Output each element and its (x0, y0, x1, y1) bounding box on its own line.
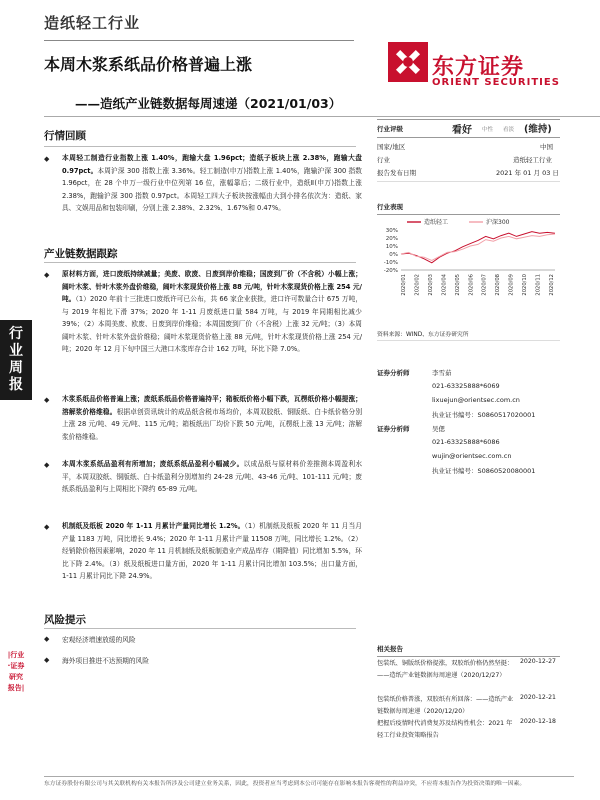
related-report-item[interactable]: 包装纸价格普涨，双胶纸有所回落：——造纸产业链数据每周速递（2020/12/20） (377, 696, 514, 715)
risk-item-2: 海外项目推进不达预期的风险 (62, 657, 149, 665)
bullet-icon: ◆ (44, 396, 50, 404)
section-heading-chain: 产业链数据跟踪 (44, 248, 118, 260)
section-heading-risk: 风险提示 (44, 614, 86, 626)
review-text: 本周沪深 300 指数上涨 3.36%。轻工制造(申万)指数上涨 1.40%，跑输沪深 300 指数 1.96pct，在 28 个申万一级行业中位列第 16 位，涨幅靠后；二级行业中，造纸Ⅱ(申万)指数上涨 2.38%，跑输沪深 300 指数 0.97pct。本周轻工四大子板块按涨幅由大到小排名依次为：造纸、家具、文娱用品和包装印刷，分别上涨 2.38%、2.32%、1.67%和 0.47%。 (62, 166, 362, 212)
rating-row-key: 国家/地区 (377, 143, 406, 151)
rating-row-value: 造纸轻工行业 (513, 156, 552, 164)
rating-rule-top (377, 119, 560, 120)
x-tick-label: 2020/11 (535, 274, 542, 296)
bullet-icon: ◆ (44, 635, 50, 643)
bullet-icon: ◆ (44, 656, 50, 664)
chain-paragraph-1 (62, 268, 362, 356)
x-tick-label: 2020/05 (454, 274, 461, 296)
x-tick-label: 2020/03 (427, 274, 434, 296)
industry-label: 造纸轻工行业 (44, 14, 141, 32)
analyst-role: 证券分析师 (377, 369, 410, 377)
review-bold: 本周轻工制造行业指数上涨 1.40%，跑输大盘 1.96pct；造纸子板块上涨 2.38%，跑输大盘 0.97pct。 (62, 154, 362, 175)
bullet-icon: ◆ (44, 155, 50, 163)
page-subtitle: ——造纸产业链数据每周速递（2021/01/03） (75, 96, 342, 111)
chain-paragraph-2 (62, 393, 362, 443)
y-tick-label: -10% (383, 260, 398, 266)
rating-status: (维持) (524, 124, 552, 135)
side-vertical-label: |行业·证券研究报告| (7, 651, 25, 692)
analyst-phone: 021-63325888*6069 (432, 382, 500, 390)
analyst-cert: 执业证书编号：S0860520080001 (432, 467, 536, 475)
logo-text-en: ORIENT SECURITIES (432, 77, 560, 88)
x-tick-label: 2020/10 (522, 274, 529, 296)
footer-rule (44, 776, 574, 777)
chain-p3-bold: 本周木浆系纸品盈利有所增加；废纸系纸品盈利小幅减少。 (62, 460, 244, 468)
analyst-name: 吴偲 (432, 425, 445, 433)
bullet-icon: ◆ (44, 271, 50, 279)
bullet-icon: ◆ (44, 523, 50, 531)
related-heading: 相关报告 (377, 645, 403, 653)
section-heading-review: 行情回顾 (44, 130, 86, 142)
analyst-cert: 执业证书编号：S0860517020001 (432, 411, 536, 419)
rating-label: 行业评级 (377, 125, 403, 133)
legend-label: 造纸轻工 (424, 219, 449, 226)
series-line (401, 232, 555, 263)
rating-rule-bottom (377, 181, 560, 182)
y-tick-label: 0% (389, 252, 398, 258)
analyst-phone: 021-63325888*6086 (432, 438, 500, 446)
analyst-name: 李雪茹 (432, 369, 452, 377)
rating-rule (377, 137, 560, 138)
x-tick-label: 2020/02 (414, 274, 421, 296)
risk-item-1: 宏观经济增速放缓的风险 (62, 636, 136, 644)
rating-row-key: 报告发布日期 (377, 169, 416, 177)
footer-disclaimer: 东方证券股份有限公司与其关联机构有关本报告所涉及公司建立业务关系，因此，投资者应当考虑到本公司可能存在影响本报告客观性的利益冲突，不应将本报告作为投资决策的唯一因素。 (44, 781, 526, 787)
logo-text-cn: 东方证券 (432, 55, 525, 80)
y-tick-label: 30% (385, 228, 398, 234)
y-tick-label: 10% (385, 244, 398, 250)
rating-row-value: 2021 年 01 月 03 日 (496, 169, 559, 177)
chain-paragraph-4 (62, 520, 362, 583)
analyst-email[interactable]: wujin@orientsec.com.cn (432, 452, 512, 460)
header-rule (44, 40, 354, 41)
related-report-date: 2020-12-18 (520, 718, 556, 725)
section-rule (44, 262, 356, 263)
series-line (401, 234, 555, 260)
chain-p4-text: （1）机制纸及纸板 2020 年 11 月当月产量 1183 万吨，同比增长 9.4%；2020 年 1-11 月累计产量 11508 万吨，同比增长 1.2%。（2）经销除价格因素影响，2020 年 11 月机制纸及纸板制造业产成品库存（期降值）同比增加 5.5%，环比下降 2.4%。（3）纸及纸板进口量方面，2020 年 1-11 月累计同比增加 103.5%；出口量方面，1-11 月累计同比下降 24.9%。 (62, 522, 362, 580)
related-report-date: 2020-12-21 (520, 694, 556, 701)
x-tick-label: 2020/09 (508, 274, 515, 296)
chain-p4-bold: 机制纸及纸板 2020 年 1-11 月累计产量同比增长 1.2%。 (62, 522, 245, 530)
rating-row-key: 行业 (377, 156, 390, 164)
bullet-icon: ◆ (44, 461, 50, 469)
chain-p2-bold: 木浆系纸品价格普遍上涨；废纸系纸品价格普遍持平；箱板纸价格小幅下跌，瓦楞纸价格小幅提涨；溶解浆价格维稳。 (62, 395, 362, 416)
y-tick-label: 20% (385, 236, 398, 242)
perf-heading: 行业表现 (377, 203, 403, 211)
y-tick-label: -20% (383, 268, 398, 274)
page-title: 本周木浆系纸品价格普遍上涨 (44, 55, 253, 74)
analyst-email[interactable]: lixuejun@orientsec.com.cn (432, 396, 520, 404)
x-tick-label: 2020/01 (401, 274, 407, 296)
title-rule (44, 116, 600, 117)
rating-low: 看淡 (503, 127, 515, 133)
chain-p2-text: 根据卓创资讯统计的成品纸含税市场均价，本周双胶纸、铜版纸、白卡纸价格分别上涨 28 元/吨、49 元/吨、115 元/吨；箱板纸出厂均价下跌 50 元/吨，瓦楞纸上涨 13 元/吨；溶解浆价格维稳。 (62, 407, 363, 441)
chain-p1-bold: 原材料方面，进口废纸持续减量；美废、欧废、日废到岸价维稳；国废到厂价（不含税）小幅上涨；阔叶木浆、针叶木浆外盘价维稳，阔叶木浆现货价格上涨 88 元/吨，针叶木浆现货价格上涨 254 元/吨。 (62, 270, 362, 303)
section-rule (44, 628, 356, 629)
related-report-item[interactable]: 把握后疫情时代消费复苏及结构性机会：2021 年轻工行业投资策略报告 (377, 720, 513, 739)
perf-rule (377, 214, 560, 215)
x-tick-label: 2020/06 (468, 274, 475, 296)
related-rule (377, 656, 560, 657)
perf-source: 资料来源：WIND、东方证券研究所 (377, 332, 469, 338)
x-tick-label: 2020/07 (481, 274, 488, 296)
chain-p1-text: （1）2020 年前十三批进口废纸许可已公布，共 66 家企业获批，进口许可数量合计 675 万吨，与 2019 年相比下滑 37%；2020 年 1-11 月废纸进口量 584 万吨，与 2019 年同期相比减少 39%；（2）本周美废、欧废、日废到岸价维稳；本周国废到厂价（不含税）上涨 32 元/吨；（3）本周阔叶木浆、针叶木浆外盘价维稳；阔叶木浆现货价格上涨 88 元/吨，针叶木浆现货价格上涨 254 元/吨；2020 年 12 月下旬中国三大港口木浆库存合计 162 万吨，环比下降 7.0%。 (62, 295, 363, 353)
chain-p3-text: 以成品纸与原材料价差推测本周盈利水平，本周双胶纸、铜版纸、白卡纸盈利分别增加约 24-28 元/吨、43-46 元/吨、101-111 元/吨；废纸系纸品盈利与上周相比下降约 65-89 元/吨。 (62, 460, 363, 493)
perf-rule-bottom (377, 340, 560, 341)
performance-chart (377, 216, 560, 308)
orient-logo-icon (388, 42, 428, 82)
rating-row-value: 中国 (540, 143, 553, 151)
x-tick-label: 2020/08 (495, 274, 502, 296)
legend-label: 沪深300 (486, 219, 510, 226)
rating-mid: 中性 (482, 127, 494, 133)
rating-value: 看好 (452, 125, 472, 136)
side-label-text: 行业周报 (9, 326, 23, 393)
review-paragraph (62, 152, 362, 215)
section-rule (44, 146, 356, 147)
x-tick-label: 2020/04 (441, 274, 448, 296)
chain-paragraph-3 (62, 458, 362, 496)
analyst-role: 证券分析师 (377, 425, 410, 433)
x-tick-label: 2020/12 (549, 274, 555, 296)
related-report-item[interactable]: 包装纸、铜版纸价格提涨，双胶纸价格仍然坚挺：——造纸产业链数据每周速递（2020/12/27） (377, 660, 514, 679)
related-report-date: 2020-12-27 (520, 658, 556, 665)
